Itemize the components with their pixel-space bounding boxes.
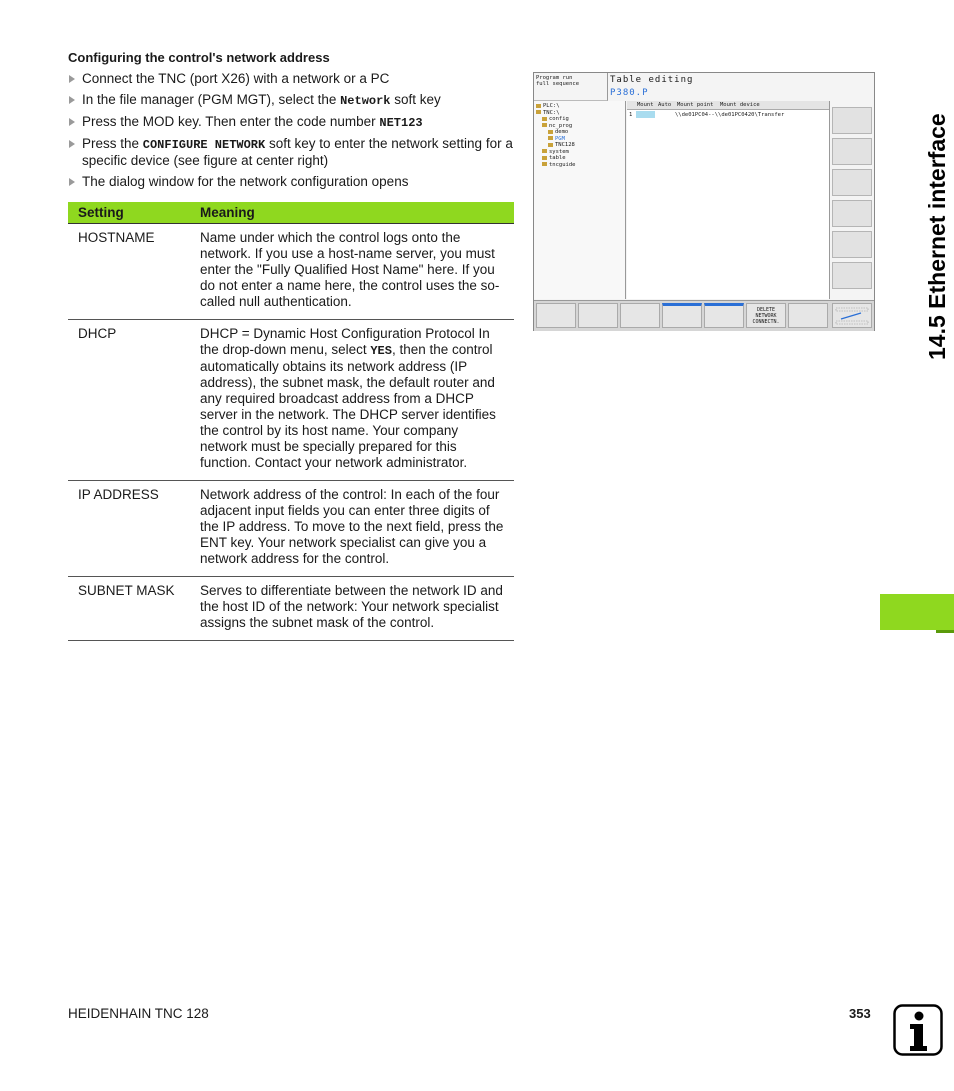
load-meter-icon xyxy=(832,303,872,328)
folder-icon xyxy=(536,104,541,108)
cursor-cell[interactable] xyxy=(636,111,655,118)
meaning-cell: Name under which the control logs onto the network. If you use a host-name server, you must enter the "Fully Qualified Host Name" here. If you do not enter a name here, the control uses the so-called null authentication. xyxy=(190,224,514,320)
info-icon xyxy=(893,1004,943,1056)
meaning-cell: Serves to differentiate between the network ID and the host ID of the network: Your network specialist assigns the subnet mask of the control. xyxy=(190,577,514,641)
step-item: The dialog window for the network configuration opens xyxy=(68,174,514,190)
directory-tree xyxy=(534,101,626,299)
softkey-name: Network xyxy=(340,94,391,108)
side-softkey[interactable] xyxy=(832,138,872,165)
row-mount-point[interactable]: \\de01PC04--\\de01PC0420\Transfer xyxy=(675,112,785,118)
folder-icon xyxy=(548,136,553,140)
folder-icon xyxy=(542,117,547,121)
tree-node[interactable]: config xyxy=(534,116,625,123)
page-number: 353 xyxy=(849,1006,871,1021)
softkey-name: CONFIGURE NETWORK xyxy=(142,138,266,152)
col-mount-point: Mount point xyxy=(677,102,714,108)
softkey[interactable] xyxy=(662,303,702,328)
folder-icon xyxy=(548,130,553,134)
side-softkey[interactable] xyxy=(832,262,872,289)
setting-cell: SUBNET MASK xyxy=(68,577,190,641)
steps-list xyxy=(68,71,514,195)
folder-icon xyxy=(542,149,547,153)
folder-icon xyxy=(542,123,547,127)
step-item: Connect the TNC (port X26) with a network or a PC xyxy=(68,71,514,87)
meaning-cell: DHCP = Dynamic Host Configuration Protocol In the drop-down menu, select YES, then the control automatically obtains its network address (IP address), the subnet mask, the default router and any required broadcast address from a DHCP server in the network. The DHCP server identifies the control by its host name. Your company network must be specially prepared for this function. Contact your network administrator. xyxy=(190,320,514,481)
chapter-title: 14.5 Ethernet interface xyxy=(924,113,950,360)
step-item: Press the MOD key. Then enter the code number NET123 xyxy=(68,114,514,131)
side-softkey[interactable] xyxy=(832,169,872,196)
col-mount: Mount xyxy=(637,102,654,108)
folder-icon xyxy=(542,162,547,166)
tree-node[interactable]: tncguide xyxy=(534,162,625,169)
chapter-tab xyxy=(880,40,954,360)
settings-table xyxy=(68,202,514,641)
col-auto: Auto xyxy=(658,102,672,108)
header-setting: Setting xyxy=(68,202,190,224)
step-item: In the file manager (PGM MGT), select the Network soft key xyxy=(68,92,514,109)
table-row xyxy=(68,577,514,641)
side-softkey[interactable] xyxy=(832,107,872,134)
header-meaning: Meaning xyxy=(190,202,514,224)
softkey-bar xyxy=(534,300,874,331)
vertical-softkeys xyxy=(830,73,874,299)
tree-node[interactable]: TNC128 xyxy=(534,142,625,149)
softkey[interactable] xyxy=(536,303,576,328)
folder-icon xyxy=(542,156,547,160)
tree-node[interactable]: table xyxy=(534,155,625,162)
setting-cell: DHCP xyxy=(68,320,190,481)
tree-node[interactable]: TNC:\ xyxy=(534,110,625,117)
setting-cell: HOSTNAME xyxy=(68,224,190,320)
section-heading: Configuring the control's network address xyxy=(68,50,330,65)
screen-file: P380.P xyxy=(610,88,649,98)
network-table xyxy=(627,101,830,299)
side-softkey[interactable] xyxy=(832,231,872,258)
arrow-icon xyxy=(69,178,75,186)
row-number: 1 xyxy=(629,112,633,118)
table-row xyxy=(68,481,514,577)
softkey[interactable] xyxy=(620,303,660,328)
screen-title: Table editing xyxy=(610,75,694,85)
col-mount-device: Mount device xyxy=(720,102,760,108)
table-row xyxy=(68,224,514,320)
softkey[interactable] xyxy=(704,303,744,328)
step-item: Press the CONFIGURE NETWORK soft key to enter the network setting for a specific device (see figure at center right) xyxy=(68,136,514,169)
operating-mode: Program run full sequence xyxy=(534,73,608,101)
folder-icon xyxy=(536,110,541,114)
arrow-icon xyxy=(69,96,75,104)
control-screenshot xyxy=(533,72,875,331)
code-number: NET123 xyxy=(379,116,423,130)
arrow-icon xyxy=(69,75,75,83)
tree-node[interactable]: demo xyxy=(534,129,625,136)
softkey[interactable] xyxy=(788,303,828,328)
setting-cell: IP ADDRESS xyxy=(68,481,190,577)
delete-network-connection-softkey[interactable]: DELETE NETWORK CONNECTN. xyxy=(746,303,786,328)
arrow-icon xyxy=(69,140,75,148)
tree-node[interactable]: PLC:\ xyxy=(534,103,625,110)
side-softkey[interactable] xyxy=(832,200,872,227)
tree-node[interactable]: nc_prog xyxy=(534,123,625,130)
meaning-cell: Network address of the control: In each of the four adjacent input fields you can enter three digits of the IP address. To move to the next field, press the ENT key. Your network specialist can give you a network address for the control. xyxy=(190,481,514,577)
table-row xyxy=(68,320,514,481)
chapter-marker xyxy=(880,594,954,630)
folder-icon xyxy=(548,143,553,147)
arrow-icon xyxy=(69,118,75,126)
tree-node[interactable]: system xyxy=(534,149,625,156)
tree-node[interactable]: PGM xyxy=(534,136,625,143)
footer-product: HEIDENHAIN TNC 128 xyxy=(68,1006,209,1021)
softkey[interactable] xyxy=(578,303,618,328)
